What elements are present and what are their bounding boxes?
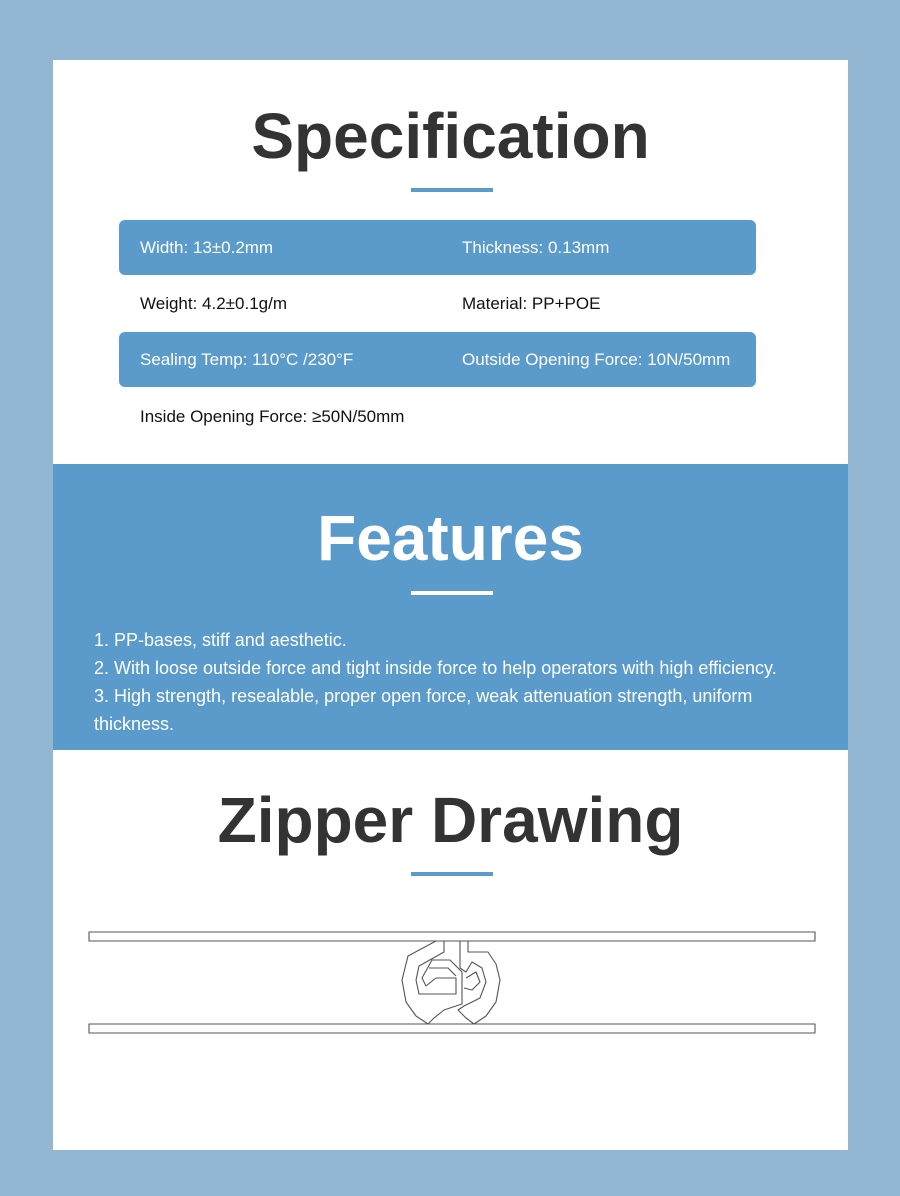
spec-thickness: Thickness: 0.13mm — [462, 238, 610, 257]
lower-film-strip — [89, 1024, 815, 1033]
spec-row — [119, 220, 756, 275]
list-item: 3. High strength, resealable, proper open force, weak attenuation strength, uniform thickness. — [94, 686, 753, 734]
specification-title: Specification — [251, 100, 650, 172]
zipper-drawing-divider — [411, 872, 493, 876]
male-profile — [402, 941, 462, 1024]
content-card — [53, 60, 848, 1150]
specification-divider — [411, 188, 493, 192]
spec-material: Material: PP+POE — [462, 294, 601, 313]
spec-outside-opening-force: Outside Opening Force: 10N/50mm — [462, 350, 731, 369]
spec-row — [119, 389, 756, 444]
upper-film-strip — [89, 932, 815, 941]
zipper-profile-drawing — [88, 928, 816, 1038]
list-item: 1. PP-bases, stiff and aesthetic. — [94, 630, 347, 650]
spec-row — [119, 332, 756, 387]
features-list — [94, 626, 834, 738]
spec-sealing-temp: Sealing Temp: 110°C /230°F — [140, 350, 354, 369]
features-section — [53, 464, 848, 750]
list-item: 2. With loose outside force and tight inside force to help operators with high efficiency. — [94, 658, 777, 678]
features-divider — [411, 591, 493, 595]
zipper-drawing-title: Zipper Drawing — [217, 784, 684, 856]
spec-width: Width: 13±0.2mm — [140, 238, 274, 257]
features-title: Features — [317, 502, 584, 574]
spec-row — [119, 276, 756, 331]
spec-weight: Weight: 4.2±0.1g/m — [140, 294, 287, 313]
spec-inside-opening-force: Inside Opening Force: ≥50N/50mm — [140, 407, 405, 426]
